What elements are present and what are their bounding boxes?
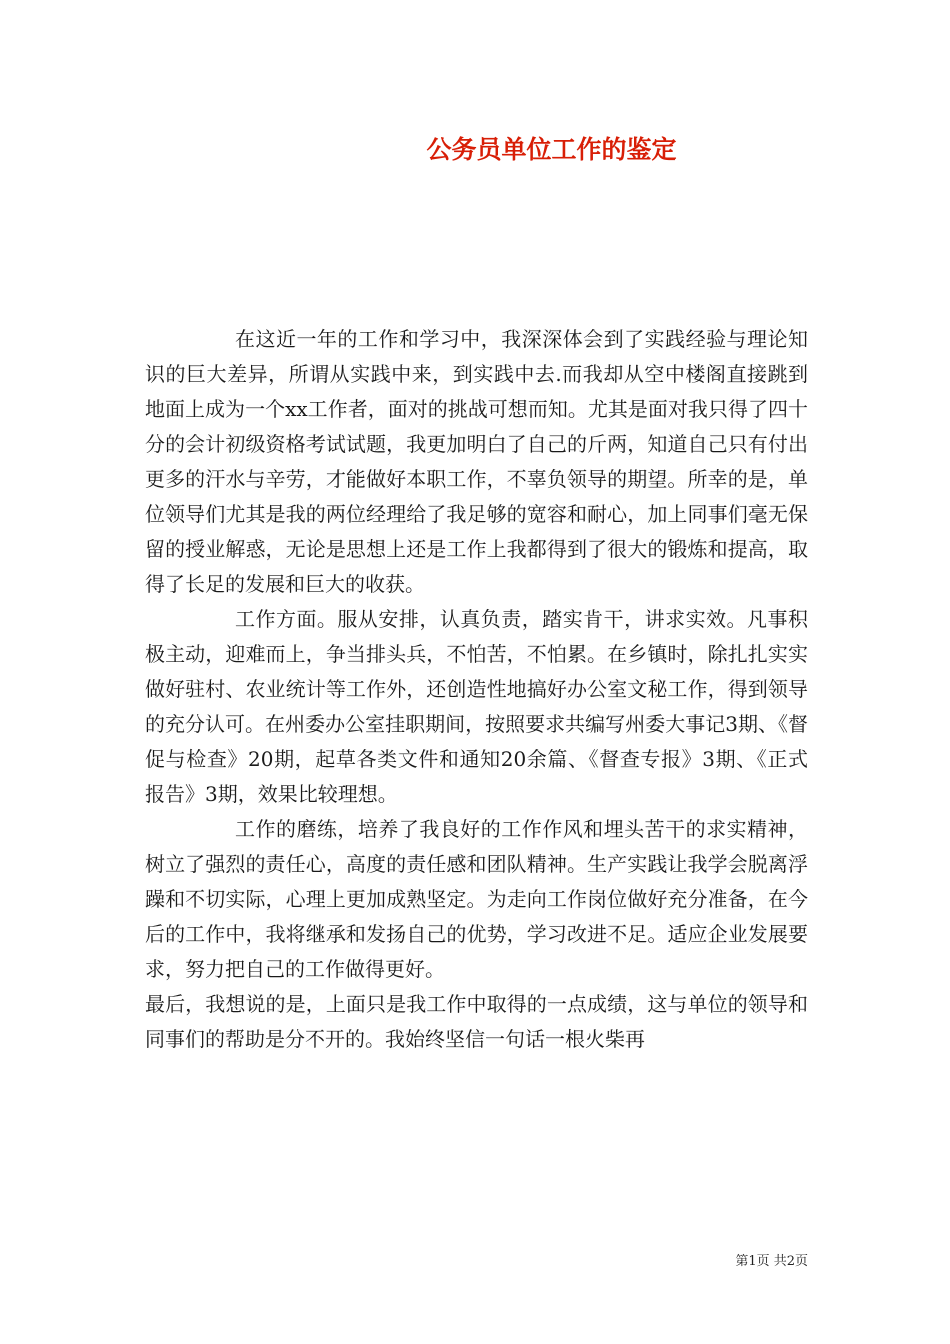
page-number-footer: 第1页 共2页 (735, 1254, 808, 1269)
paragraph-4: 最后，我想说的是，上面只是我工作中取得的一点成绩，这与单位的领导和同事们的帮助是分不开的。我始终坚信一句话一根火柴再 (145, 992, 808, 1051)
document-body (145, 322, 808, 1057)
paragraph-3: 工作的磨练，培养了我良好的工作作风和埋头苦干的求实精神，树立了强烈的责任心，高度的责任感和团队精神。生产实践让我学会脱离浮躁和不切实际，心理上更加成熟坚定。为走向工作岗位做好充分准备，在今后的工作中，我将继承和发扬自己的优势，学习改进不足。适应企业发展要求，努力把自己的工作做得更好。 (145, 817, 808, 981)
paragraph-2: 工作方面。服从安排，认真负责，踏实肯干，讲求实效。凡事积极主动，迎难而上，争当排头兵，不怕苦，不怕累。在乡镇时，除扎扎实实做好驻村、农业统计等工作外，还创造性地搞好办公室文秘工作，得到领导的充分认可。在州委办公室挂职期间，按照要求共编写州委大事记3期、《督促与检查》20期，起草各类文件和通知20余篇、《督查专报》3期、《正式报告》3期，效果比较理想。 (145, 607, 808, 806)
paragraph-1: 在这近一年的工作和学习中，我深深体会到了实践经验与理论知识的巨大差异，所谓从实践中来，到实践中去.而我却从空中楼阁直接跳到地面上成为一个xx工作者，面对的挑战可想而知。尤其是面对我只得了四十分的会计初级资格考试试题，我更加明白了自己的斤两，知道自己只有付出更多的汗水与辛劳，才能做好本职工作，不辜负领导的期望。所幸的是，单位领导们尤其是我的两位经理给了我足够的宽容和耐心，加上同事们毫无保留的授业解惑，无论是思想上还是工作上我都得到了很大的锻炼和提高，取得了长足的发展和巨大的收获。 (145, 327, 808, 596)
document-title: 公务员单位工作的鉴定 (426, 135, 677, 164)
